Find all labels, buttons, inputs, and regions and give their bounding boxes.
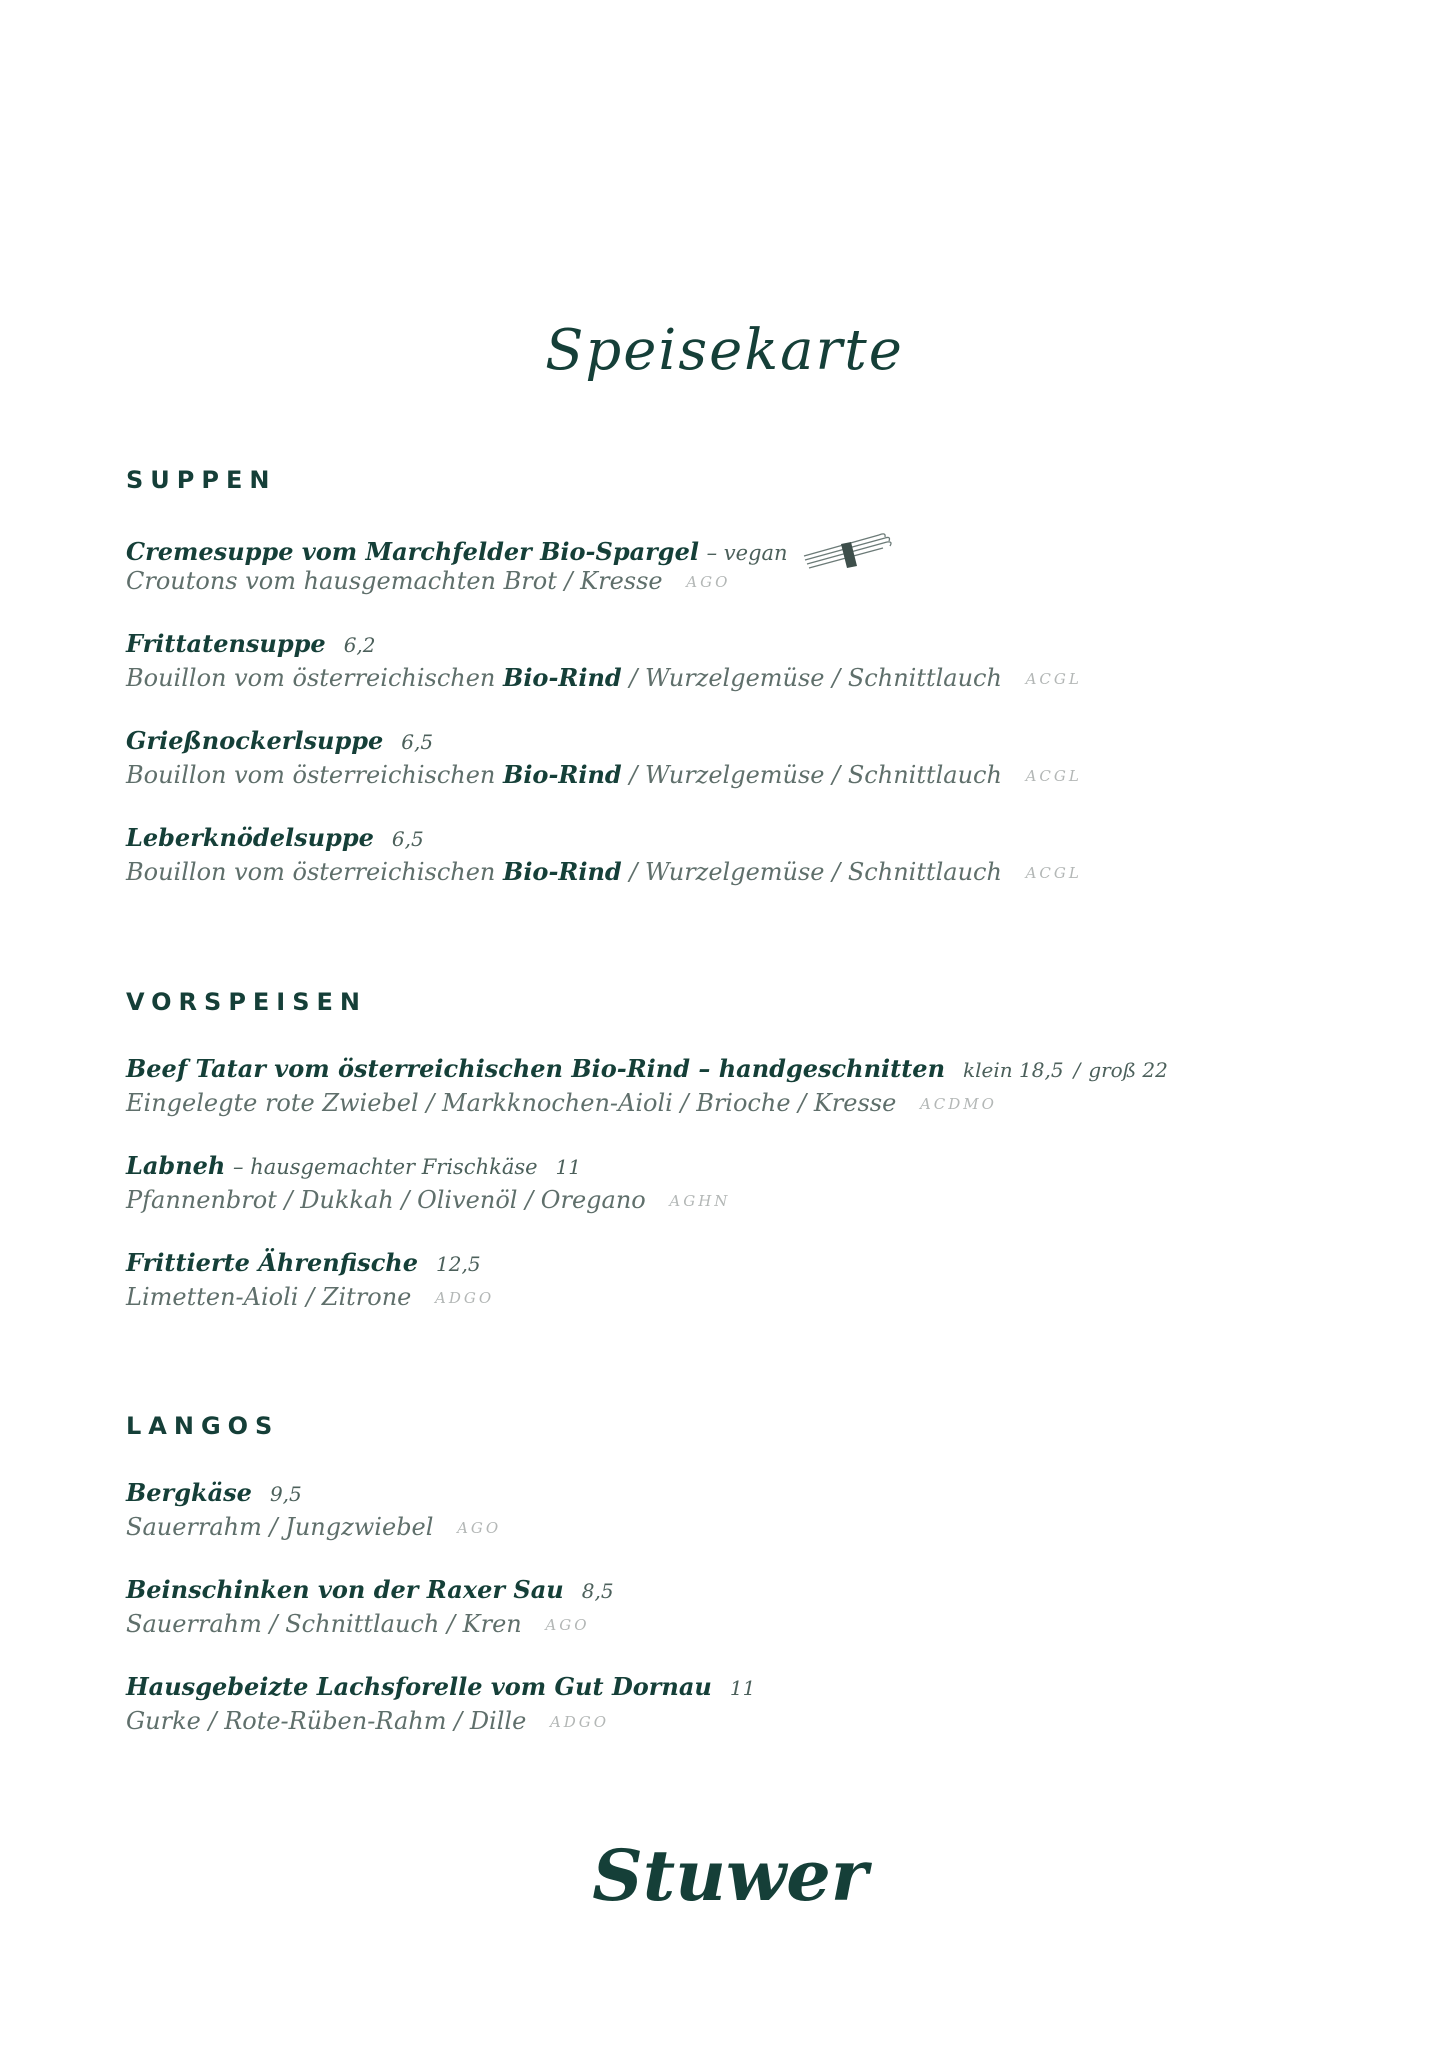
allergen-codes: ACDMO bbox=[919, 1095, 997, 1113]
item-price: 8,5 bbox=[581, 1579, 614, 1603]
item-description-highlight: Bio-Rind bbox=[503, 663, 622, 692]
item-description: Bouillon vom österreichischen bbox=[126, 664, 496, 692]
item-description: Gurke / Rote-Rüben-Rahm / Dille bbox=[126, 1707, 527, 1735]
item-name: Grießnockerlsuppe bbox=[126, 726, 384, 755]
section-vorspeisen bbox=[126, 988, 1326, 1343]
price-separator: / bbox=[1073, 1058, 1081, 1082]
item-description: Eingelegte rote Zwiebel / Markknochen-Aioli / Brioche / Kresse bbox=[126, 1089, 897, 1117]
item-name: Frittierte Ährenfische bbox=[126, 1248, 419, 1277]
section-heading: VORSPEISEN bbox=[126, 988, 367, 1016]
item-name: Beinschinken von der Raxer Sau bbox=[126, 1575, 564, 1604]
item-description: / Wurzelgemüse / Schnittlauch bbox=[629, 858, 1002, 886]
menu-item bbox=[126, 1476, 1326, 1544]
allergen-codes: AGO bbox=[545, 1616, 590, 1634]
item-note: – vegan bbox=[706, 541, 788, 565]
item-description: / Wurzelgemüse / Schnittlauch bbox=[629, 761, 1002, 789]
item-description-highlight: Bio-Rind bbox=[503, 760, 622, 789]
item-name: Labneh bbox=[126, 1151, 226, 1180]
menu-item bbox=[126, 627, 1326, 695]
stuwer-logo bbox=[580, 1838, 880, 1918]
item-price: 6,2 bbox=[343, 633, 376, 657]
allergen-codes: ADGO bbox=[549, 1713, 610, 1731]
item-price: 6,5 bbox=[401, 730, 434, 754]
item-price: 11 bbox=[729, 1676, 756, 1700]
menu-item bbox=[126, 821, 1326, 889]
item-description: Sauerrahm / Schnittlauch / Kren bbox=[126, 1610, 522, 1638]
menu-item bbox=[126, 530, 1326, 598]
section-heading: SUPPEN bbox=[126, 466, 277, 494]
item-name: Leberknödelsuppe bbox=[126, 823, 374, 852]
menu-item bbox=[126, 1670, 1326, 1738]
section-heading: LANGOS bbox=[126, 1412, 280, 1440]
item-price-large: groß 22 bbox=[1088, 1058, 1168, 1082]
item-description-highlight: Bio-Rind bbox=[503, 857, 622, 886]
item-description: Sauerrahm / Jungzwiebel bbox=[126, 1513, 434, 1541]
logo-text: Stuwer bbox=[592, 1838, 868, 1917]
allergen-codes: ACGL bbox=[1025, 767, 1082, 785]
item-price: 9,5 bbox=[269, 1482, 302, 1506]
allergen-codes: AGHN bbox=[669, 1192, 731, 1210]
item-description: Limetten-Aioli / Zitrone bbox=[126, 1283, 412, 1311]
item-description: Bouillon vom österreichischen bbox=[126, 858, 496, 886]
allergen-codes: ADGO bbox=[435, 1289, 495, 1307]
item-price: 12,5 bbox=[436, 1252, 481, 1276]
page-title: Speisekarte bbox=[545, 318, 904, 383]
menu-item bbox=[126, 1052, 1326, 1120]
item-description: Croutons vom hausgemachten Brot / Kresse bbox=[126, 567, 663, 595]
item-name: Beef Tatar vom österreichischen Bio-Rind – handgeschnitten bbox=[126, 1054, 946, 1083]
asparagus-icon bbox=[801, 530, 893, 583]
section-langos bbox=[126, 1412, 1326, 1767]
item-name: Bergkäse bbox=[126, 1478, 252, 1507]
menu-item bbox=[126, 1149, 1326, 1217]
item-price-small: klein 18,5 bbox=[963, 1058, 1064, 1082]
allergen-codes: ACGL bbox=[1025, 864, 1082, 882]
item-description: / Wurzelgemüse / Schnittlauch bbox=[629, 664, 1002, 692]
item-price: 6,5 bbox=[391, 827, 424, 851]
item-name: Cremesuppe vom Marchfelder Bio-Spargel bbox=[126, 537, 699, 566]
allergen-codes: AGO bbox=[686, 573, 731, 591]
item-price: 11 bbox=[555, 1155, 581, 1179]
item-description: Pfannenbrot / Dukkah / Olivenöl / Oregano bbox=[126, 1186, 646, 1214]
menu-item bbox=[126, 1246, 1326, 1314]
item-name: Hausgebeizte Lachsforelle vom Gut Dornau bbox=[126, 1672, 712, 1701]
item-name: Frittatensuppe bbox=[126, 629, 326, 658]
item-description: Bouillon vom österreichischen bbox=[126, 761, 496, 789]
item-note: – hausgemachter Frischkäse bbox=[233, 1155, 538, 1179]
menu-item bbox=[126, 1573, 1326, 1641]
section-suppen bbox=[126, 466, 1326, 918]
allergen-codes: ACGL bbox=[1025, 670, 1082, 688]
allergen-codes: AGO bbox=[457, 1519, 502, 1537]
menu-item bbox=[126, 724, 1326, 792]
